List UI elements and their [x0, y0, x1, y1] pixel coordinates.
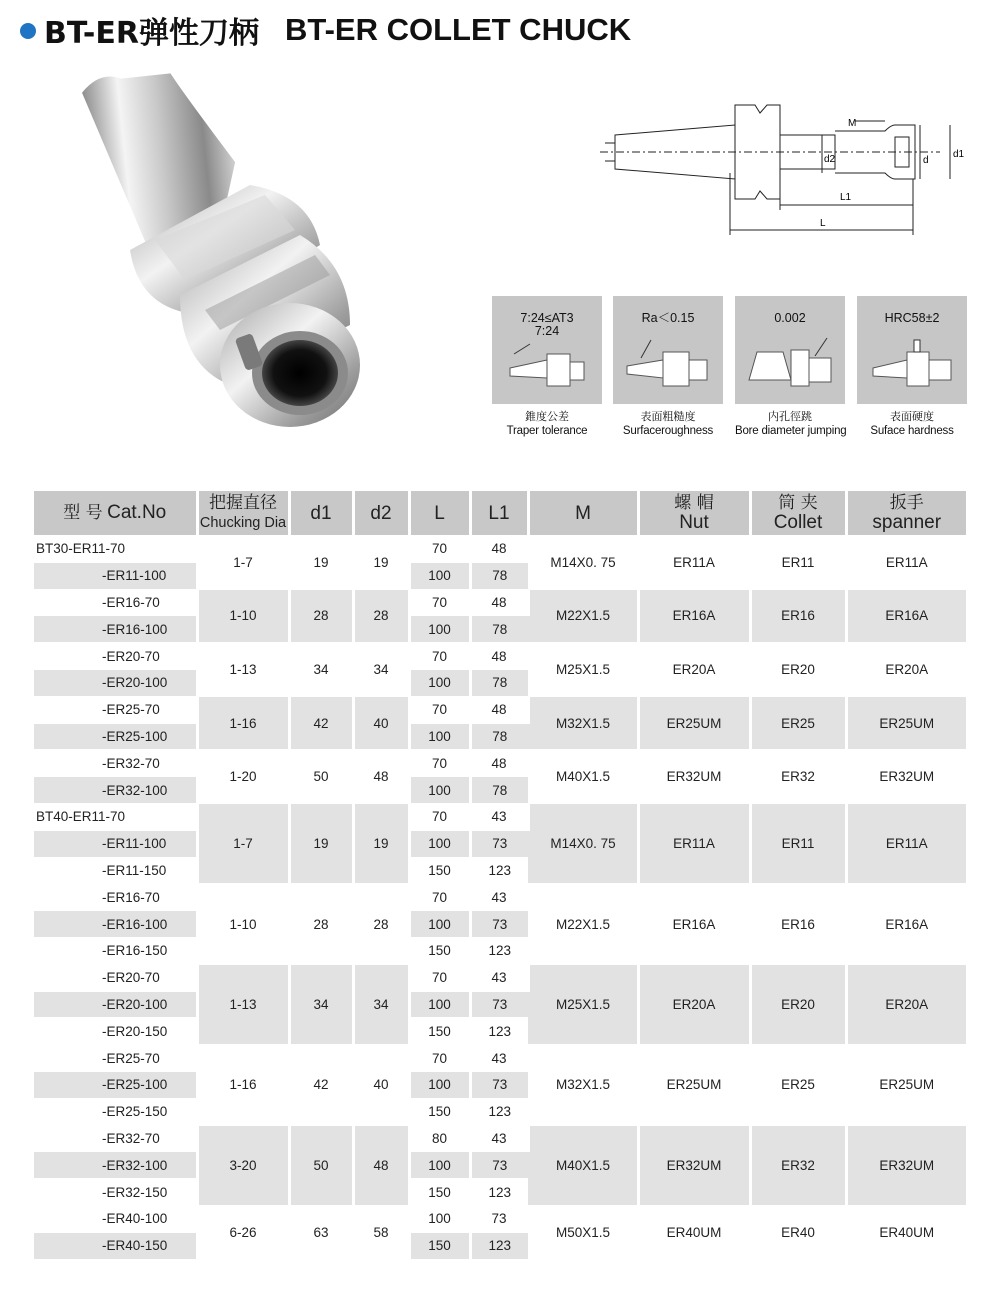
l1-cell: 78 — [470, 777, 528, 804]
header-d2: d2 — [353, 491, 409, 536]
l-cell: 70 — [409, 750, 470, 777]
collet-cell: ER16 — [750, 589, 846, 643]
l-cell: 70 — [409, 643, 470, 670]
spanner-cell: ER25UM — [846, 1045, 966, 1125]
collet-cell: ER20 — [750, 643, 846, 697]
l1-cell: 78 — [470, 562, 528, 589]
collet-cell: ER25 — [750, 1045, 846, 1125]
chucking-dia-cell: 1-13 — [197, 643, 289, 697]
table-row — [34, 803, 966, 830]
table-row — [34, 964, 966, 991]
d2-cell: 19 — [353, 536, 409, 590]
cat-no-cell: -ER20-100 — [34, 669, 197, 696]
nut-cell: ER20A — [638, 643, 750, 697]
nut-cell: ER11A — [638, 803, 750, 883]
table-row — [34, 589, 966, 616]
cat-no-cell: -ER32-150 — [34, 1179, 197, 1206]
spec-table — [34, 491, 966, 1259]
cat-no-cell: -ER25-100 — [34, 1071, 197, 1098]
m-thread-cell: M22X1.5 — [528, 884, 638, 964]
table-row — [34, 1125, 966, 1152]
cat-no-cell: -ER16-100 — [34, 911, 197, 938]
l-cell: 100 — [409, 1205, 470, 1232]
cat-no-cell: -ER32-100 — [34, 1152, 197, 1179]
nut-cell: ER16A — [638, 589, 750, 643]
taper-icon — [492, 296, 602, 404]
spanner-cell: ER11A — [846, 536, 966, 590]
l-cell: 100 — [409, 723, 470, 750]
d2-cell: 58 — [353, 1205, 409, 1258]
nut-cell: ER16A — [638, 884, 750, 964]
cat-no-cell: -ER16-100 — [34, 616, 197, 643]
header-d1: d1 — [289, 491, 353, 536]
chucking-dia-cell: 1-16 — [197, 696, 289, 750]
collet-cell: ER20 — [750, 964, 846, 1044]
cat-no-cell: -ER25-150 — [34, 1098, 197, 1125]
feature-spec-value: 0.002 — [774, 311, 806, 325]
nut-cell: ER25UM — [638, 1045, 750, 1125]
feature-specs — [492, 296, 967, 446]
d1-cell: 50 — [289, 750, 353, 804]
m-thread-cell: M25X1.5 — [528, 964, 638, 1044]
cat-no-cell: -ER20-70 — [34, 964, 197, 991]
l1-cell: 123 — [470, 857, 528, 884]
l-cell: 150 — [409, 1232, 470, 1258]
title-chinese: BT-ER弹性刀柄 — [44, 16, 259, 51]
nut-cell: ER25UM — [638, 696, 750, 750]
table-header-row — [34, 491, 966, 536]
title-bullet-icon — [20, 23, 36, 39]
l1-cell: 48 — [470, 589, 528, 616]
nut-cell: ER11A — [638, 536, 750, 590]
feature-spec-value: 7:24≤AT3 7:24 — [520, 311, 574, 338]
chucking-dia-cell: 1-20 — [197, 750, 289, 804]
dim-label-l: L — [820, 218, 826, 229]
cat-no-cell: -ER11-100 — [34, 562, 197, 589]
l1-cell: 43 — [470, 803, 528, 830]
m-thread-cell: M40X1.5 — [528, 750, 638, 804]
feature-bore-runout: 0.002 内孔徑跳 Bore diameter jumping — [735, 296, 845, 437]
l-cell: 100 — [409, 562, 470, 589]
dim-label-d2: d2 — [824, 154, 836, 165]
d1-cell: 63 — [289, 1205, 353, 1258]
collet-cell: ER32 — [750, 1125, 846, 1205]
l-cell: 70 — [409, 884, 470, 911]
collet-cell: ER11 — [750, 803, 846, 883]
cat-no-cell: -ER16-70 — [34, 884, 197, 911]
m-thread-cell: M32X1.5 — [528, 1045, 638, 1125]
runout-icon — [735, 296, 845, 404]
l1-cell: 123 — [470, 1179, 528, 1206]
chucking-dia-cell: 1-10 — [197, 589, 289, 643]
l-cell: 70 — [409, 1045, 470, 1072]
l-cell: 100 — [409, 669, 470, 696]
header-m: M — [528, 491, 638, 536]
d1-cell: 34 — [289, 643, 353, 697]
m-thread-cell: M14X0. 75 — [528, 803, 638, 883]
chucking-dia-cell: 6-26 — [197, 1205, 289, 1258]
l-cell: 70 — [409, 696, 470, 723]
cat-no-cell: -ER11-150 — [34, 857, 197, 884]
cat-no-cell: BT30-ER11-70 — [34, 536, 197, 563]
m-thread-cell: M25X1.5 — [528, 643, 638, 697]
spanner-cell: ER16A — [846, 589, 966, 643]
chucking-dia-cell: 3-20 — [197, 1125, 289, 1205]
cat-no-cell: -ER20-70 — [34, 643, 197, 670]
header-cat-no: 型 号 Cat.No — [34, 491, 197, 536]
table-row — [34, 884, 966, 911]
l1-cell: 43 — [470, 1125, 528, 1152]
d2-cell: 48 — [353, 750, 409, 804]
l-cell: 150 — [409, 1018, 470, 1045]
feature-taper-tolerance: 7:24≤AT3 7:24 錐度公差 Traper tolerance — [492, 296, 602, 437]
l1-cell: 78 — [470, 616, 528, 643]
cat-no-cell: -ER40-100 — [34, 1205, 197, 1232]
spanner-cell: ER20A — [846, 643, 966, 697]
dim-label-d: d — [923, 155, 929, 166]
l-cell: 100 — [409, 911, 470, 938]
d1-cell: 42 — [289, 1045, 353, 1125]
header-l: L — [409, 491, 470, 536]
l-cell: 80 — [409, 1125, 470, 1152]
roughness-icon — [613, 296, 723, 404]
d1-cell: 34 — [289, 964, 353, 1044]
l-cell: 100 — [409, 830, 470, 857]
title-english: BT-ER COLLET CHUCK — [284, 12, 632, 47]
header-collet: 筒 夹 Collet — [750, 491, 846, 536]
spanner-cell: ER40UM — [846, 1205, 966, 1258]
l1-cell: 73 — [470, 1205, 528, 1232]
collet-cell: ER40 — [750, 1205, 846, 1258]
d2-cell: 34 — [353, 964, 409, 1044]
l1-cell: 73 — [470, 911, 528, 938]
d1-cell: 42 — [289, 696, 353, 750]
l-cell: 70 — [409, 589, 470, 616]
cat-no-cell: -ER20-150 — [34, 1018, 197, 1045]
page-title — [20, 8, 631, 52]
d2-cell: 34 — [353, 643, 409, 697]
l-cell: 150 — [409, 857, 470, 884]
spanner-cell: ER25UM — [846, 696, 966, 750]
chucking-dia-cell: 1-7 — [197, 803, 289, 883]
l-cell: 150 — [409, 1098, 470, 1125]
l1-cell: 73 — [470, 991, 528, 1018]
table-row — [34, 696, 966, 723]
l1-cell: 73 — [470, 1152, 528, 1179]
l-cell: 70 — [409, 803, 470, 830]
hardness-icon — [857, 296, 967, 404]
cat-no-cell: -ER25-70 — [34, 1045, 197, 1072]
dim-label-m: M — [848, 118, 857, 129]
cat-no-cell: -ER16-150 — [34, 937, 197, 964]
feature-spec-value: HRC58±2 — [884, 311, 940, 325]
l-cell: 100 — [409, 616, 470, 643]
chucking-dia-cell: 1-13 — [197, 964, 289, 1044]
chucking-dia-cell: 1-10 — [197, 884, 289, 964]
nut-cell: ER20A — [638, 964, 750, 1044]
spanner-cell: ER32UM — [846, 750, 966, 804]
l1-cell: 48 — [470, 696, 528, 723]
d2-cell: 28 — [353, 884, 409, 964]
cat-no-cell: -ER11-100 — [34, 830, 197, 857]
header-nut: 螺 帽 Nut — [638, 491, 750, 536]
l1-cell: 48 — [470, 750, 528, 777]
spanner-cell: ER32UM — [846, 1125, 966, 1205]
cat-no-cell: -ER32-70 — [34, 750, 197, 777]
nut-cell: ER40UM — [638, 1205, 750, 1258]
m-thread-cell: M14X0. 75 — [528, 536, 638, 590]
cat-no-cell: -ER25-70 — [34, 696, 197, 723]
l1-cell: 78 — [470, 669, 528, 696]
chuck-dimension-drawing — [595, 95, 975, 245]
l1-cell: 73 — [470, 830, 528, 857]
d2-cell: 40 — [353, 1045, 409, 1125]
collet-cell: ER16 — [750, 884, 846, 964]
table-row — [34, 1045, 966, 1072]
collet-cell: ER25 — [750, 696, 846, 750]
cat-no-cell: BT40-ER11-70 — [34, 803, 197, 830]
d2-cell: 19 — [353, 803, 409, 883]
cat-no-cell: -ER40-150 — [34, 1232, 197, 1258]
d2-cell: 40 — [353, 696, 409, 750]
spanner-cell: ER11A — [846, 803, 966, 883]
l1-cell: 48 — [470, 536, 528, 563]
m-thread-cell: M22X1.5 — [528, 589, 638, 643]
collet-chuck-product-image — [60, 65, 390, 445]
cat-no-cell: -ER32-70 — [34, 1125, 197, 1152]
l1-cell: 73 — [470, 1071, 528, 1098]
l1-cell: 123 — [470, 937, 528, 964]
chucking-dia-cell: 1-7 — [197, 536, 289, 590]
table-row — [34, 750, 966, 777]
cat-no-cell: -ER25-100 — [34, 723, 197, 750]
l-cell: 70 — [409, 964, 470, 991]
d2-cell: 48 — [353, 1125, 409, 1205]
table-row — [34, 1205, 966, 1232]
cat-no-cell: -ER16-70 — [34, 589, 197, 616]
d2-cell: 28 — [353, 589, 409, 643]
l-cell: 150 — [409, 1179, 470, 1206]
table-row — [34, 536, 966, 563]
d1-cell: 28 — [289, 884, 353, 964]
m-thread-cell: M32X1.5 — [528, 696, 638, 750]
l-cell: 100 — [409, 777, 470, 804]
l1-cell: 43 — [470, 1045, 528, 1072]
feature-spec-value: Ra＜0.15 — [641, 311, 695, 325]
header-spanner: 扳手 spanner — [846, 491, 966, 536]
spanner-cell: ER16A — [846, 884, 966, 964]
spanner-cell: ER20A — [846, 964, 966, 1044]
l1-cell: 43 — [470, 964, 528, 991]
cat-no-cell: -ER32-100 — [34, 777, 197, 804]
l1-cell: 123 — [470, 1018, 528, 1045]
l-cell: 100 — [409, 991, 470, 1018]
l-cell: 100 — [409, 1152, 470, 1179]
l-cell: 150 — [409, 937, 470, 964]
feature-surface-roughness: Ra＜0.15 表面粗糙度 Surfaceroughness — [613, 296, 723, 437]
m-thread-cell: M50X1.5 — [528, 1205, 638, 1258]
l-cell: 100 — [409, 1071, 470, 1098]
cat-no-cell: -ER20-100 — [34, 991, 197, 1018]
l1-cell: 123 — [470, 1232, 528, 1258]
nut-cell: ER32UM — [638, 750, 750, 804]
d1-cell: 19 — [289, 536, 353, 590]
nut-cell: ER32UM — [638, 1125, 750, 1205]
d1-cell: 50 — [289, 1125, 353, 1205]
m-thread-cell: M40X1.5 — [528, 1125, 638, 1205]
l1-cell: 123 — [470, 1098, 528, 1125]
dim-label-d1: d1 — [953, 149, 965, 160]
d1-cell: 28 — [289, 589, 353, 643]
dim-label-l1: L1 — [840, 192, 852, 203]
header-l1: L1 — [470, 491, 528, 536]
table-body — [34, 536, 966, 1259]
table-row — [34, 643, 966, 670]
collet-cell: ER32 — [750, 750, 846, 804]
l1-cell: 48 — [470, 643, 528, 670]
chucking-dia-cell: 1-16 — [197, 1045, 289, 1125]
header-chucking-dia: 把握直径 Chucking Dia — [197, 491, 289, 536]
collet-cell: ER11 — [750, 536, 846, 590]
d1-cell: 19 — [289, 803, 353, 883]
l1-cell: 43 — [470, 884, 528, 911]
l1-cell: 78 — [470, 723, 528, 750]
l-cell: 70 — [409, 536, 470, 563]
feature-surface-hardness: HRC58±2 表面硬度 Suface hardness — [857, 296, 967, 437]
